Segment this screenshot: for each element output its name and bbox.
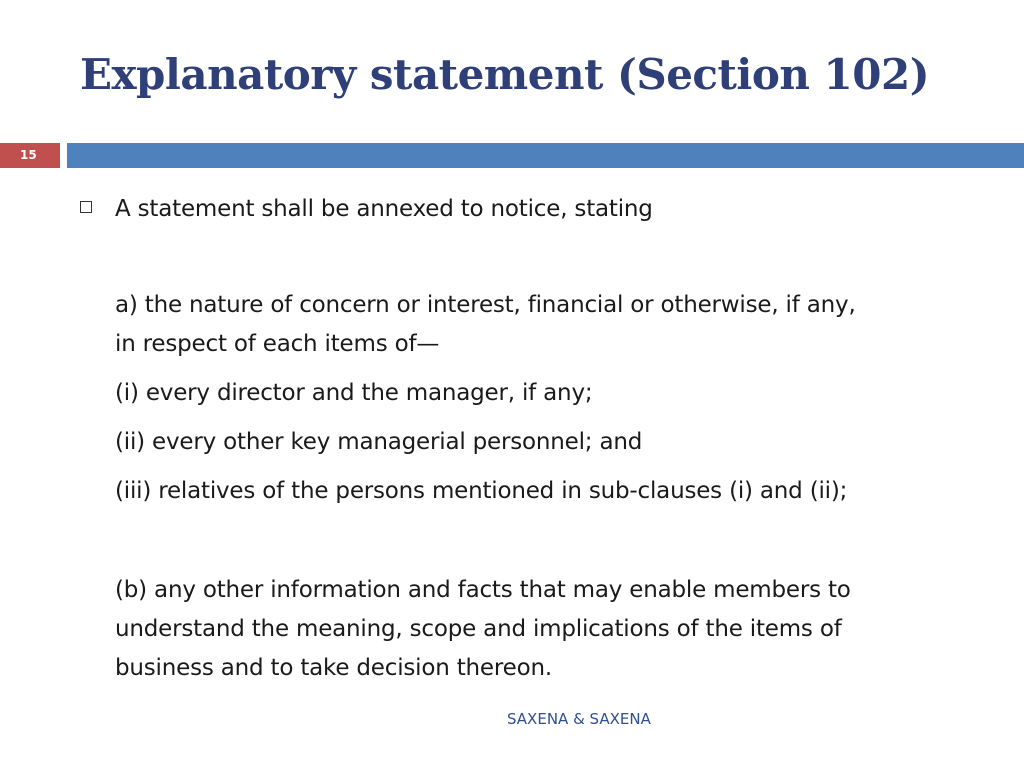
clause-b-line-3: business and to take decision thereon. (115, 655, 552, 681)
bullet-text: A statement shall be annexed to notice, stating (115, 196, 653, 222)
sub-clause-iii-text: (iii) relatives of the persons mentioned in sub-clauses (i) and (ii); (115, 478, 848, 504)
sub-clause-i-text: (i) every director and the manager, if any; (115, 380, 593, 406)
slide-number-badge (0, 143, 60, 168)
footer-text: SAXENA & SAXENA (507, 710, 651, 728)
clause-b-line-1: (b) any other information and facts that may enable members to (115, 577, 851, 603)
bullet-item (80, 190, 653, 229)
hollow-square-bullet-icon (80, 201, 92, 213)
clause-b-line-2: understand the meaning, scope and implications of the items of (115, 616, 842, 642)
clause-a-line-2: in respect of each items of— (115, 331, 440, 357)
slide-title: Explanatory statement (Section 102) (80, 50, 930, 99)
sub-clause-iii (115, 472, 975, 511)
title-divider-bar (67, 143, 1024, 168)
sub-clause-ii-text: (ii) every other key managerial personnel; and (115, 429, 643, 455)
sub-clause-ii (115, 423, 975, 462)
slide-number: 15 (20, 148, 37, 162)
clause-a (115, 286, 975, 364)
clause-a-line-1: a) the nature of concern or interest, financial or otherwise, if any, (115, 292, 856, 318)
clause-b (115, 571, 975, 688)
sub-clause-i (115, 374, 975, 413)
